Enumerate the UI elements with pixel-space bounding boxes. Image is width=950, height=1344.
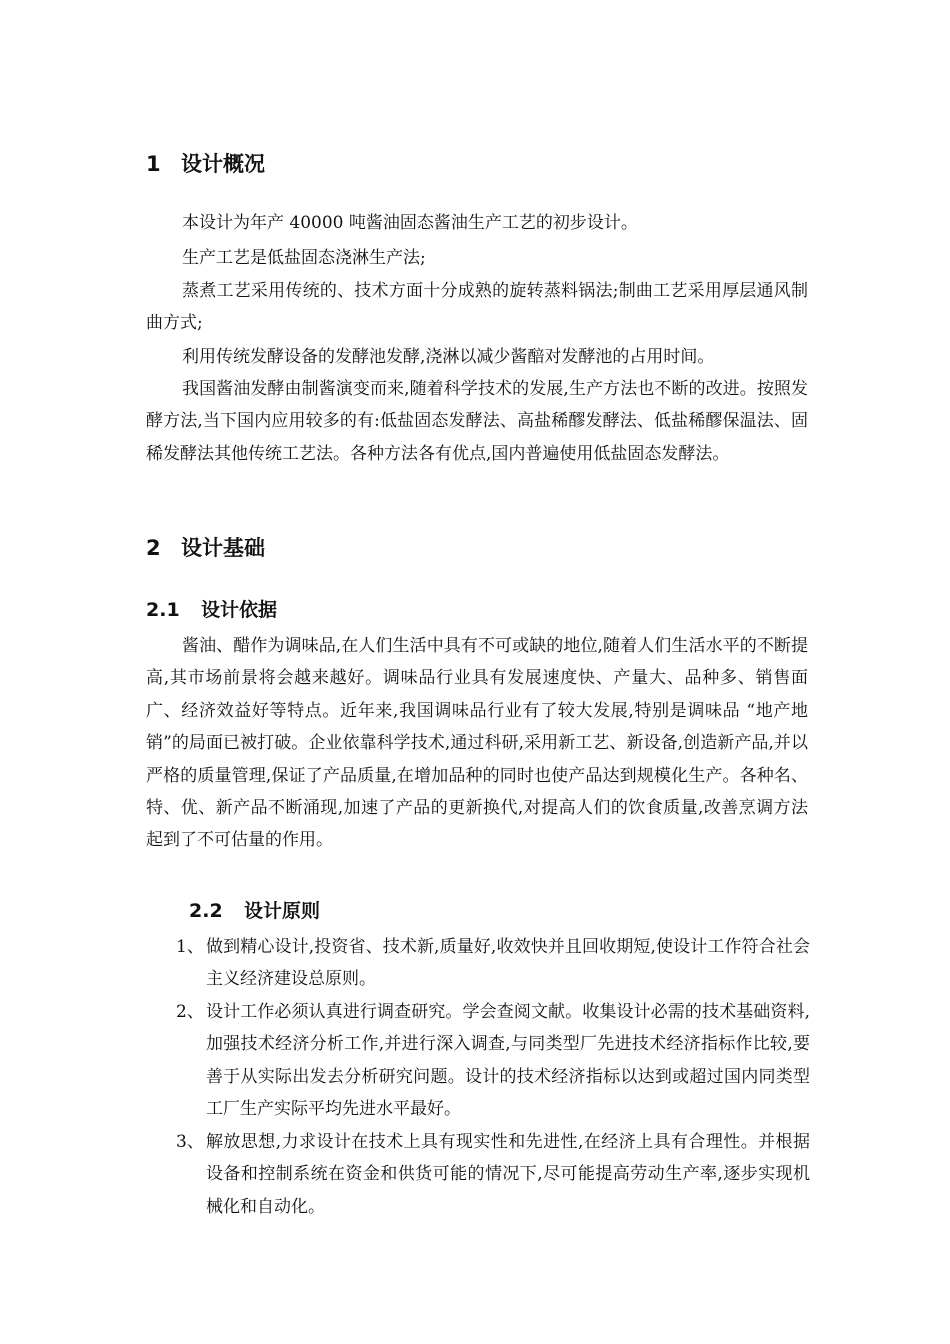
principle-text: 解放思想,力求设计在技术上具有现实性和先进性,在经济上具有合理性。并根据设备和控制系统在资金和供货可能的情况下,尽可能提高劳动生产率,逐步实现机械化和自动化。 [206,1132,810,1217]
subsection-heading-2-2 [189,899,320,923]
principle-item-1 [176,931,810,996]
subsection-number: 2.2 [189,900,223,922]
subsection-heading-2-1 [146,598,277,622]
principle-text: 做到精心设计,投资省、技术新,质量好,收效快并且回收期短,使设计工作符合社会主义经济建设总原则。 [206,937,810,990]
principle-item-3 [176,1126,810,1223]
subsection-title: 设计原则 [244,900,321,922]
section-heading-2 [146,535,265,561]
list-marker: 3、 [176,1132,204,1152]
section-title: 设计概况 [181,152,265,176]
list-marker: 1、 [176,937,204,957]
section-title: 设计基础 [181,536,265,560]
intro-paragraph-3: 蒸煮工艺采用传统的、技术方面十分成熟的旋转蒸料锅法;制曲工艺采用厚层通风制曲方式; [146,281,808,334]
section-heading-1 [146,151,265,177]
principle-text: 设计工作必须认真进行调查研究。学会查阅文献。收集设计必需的技术基础资料,加强技术经济分析工作,并进行深入调查,与同类型厂先进技术经济指标作比较,要善于从实际出发去分析研究问题。设计的技术经济指标以达到或超过国内同类型工厂生产实际平均先进水平最好。 [206,1002,810,1120]
principle-item-2 [176,996,810,1126]
intro-paragraph-2: 生产工艺是低盐固态浇淋生产法; [182,248,426,268]
subsection-title: 设计依据 [201,599,278,621]
subsection-number: 2.1 [146,599,180,621]
intro-paragraph-4: 利用传统发酵设备的发酵池发酵,浇淋以减少酱醅对发酵池的占用时间。 [182,347,715,367]
list-marker: 2、 [176,1002,204,1022]
intro-paragraph-1: 本设计为年产 40000 吨酱油固态酱油生产工艺的初步设计。 [182,213,638,233]
section-number: 2 [146,536,161,560]
section-number: 1 [146,152,161,176]
intro-paragraph-5: 我国酱油发酵由制酱演变而来,随着科学技术的发展,生产方法也不断的改进。按照发酵方法,当下国内应用较多的有:低盐固态发酵法、高盐稀醪发酵法、低盐稀醪保温法、固稀发酵法其他传统工艺法。各种方法各有优点,国内普遍使用低盐固态发酵法。 [146,379,808,464]
basis-paragraph: 酱油、醋作为调味品,在人们生活中具有不可或缺的地位,随着人们生活水平的不断提高,其市场前景将会越来越好。调味品行业具有发展速度快、产量大、品种多、销售面广、经济效益好等特点。近年来,我国调味品行业有了较大发展,特别是调味品 “地产地销”的局面已被打破。企业依靠科学技术,通过科研,采用新工艺、新设备,创造新产品,并以严格的质量管理,保证了产品质量,在增加品种的同时也使产品达到规模化生产。各种名、特、优、新产品不断涌现,加速了产品的更新换代,对提高人们的饮食质量,改善烹调方法起到了不可估量的作用。 [146,636,808,851]
